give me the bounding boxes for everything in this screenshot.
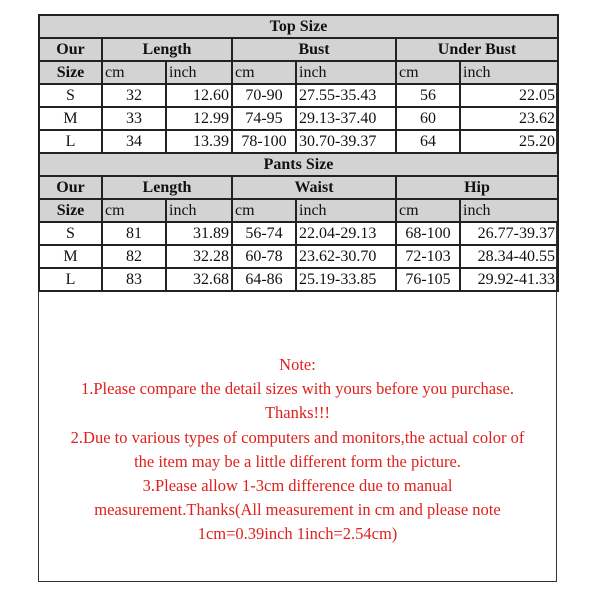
size-label: S	[39, 84, 102, 107]
unit-header: cm	[102, 61, 166, 84]
unit-header: cm	[396, 199, 460, 222]
size-value: 32.28	[166, 245, 232, 268]
size-value: 60-78	[232, 245, 296, 268]
table-row	[39, 268, 558, 291]
unit-header: cm	[102, 199, 166, 222]
note-line: Note:	[279, 355, 316, 374]
our-size-header: Our	[39, 38, 102, 61]
size-value: 31.89	[166, 222, 232, 245]
size-value: 12.60	[166, 84, 232, 107]
size-value: 23.62-30.70	[296, 245, 396, 268]
our-size-header: Size	[39, 199, 102, 222]
size-value: 13.39	[166, 130, 232, 153]
our-size-header: Our	[39, 176, 102, 199]
size-value: 78-100	[232, 130, 296, 153]
group-header: Length	[102, 176, 232, 199]
size-value: 28.34-40.55	[460, 245, 558, 268]
table-row	[39, 245, 558, 268]
note-line: Thanks!!!	[264, 403, 331, 423]
group-header: Hip	[396, 176, 558, 199]
group-header: Length	[102, 38, 232, 61]
unit-header: inch	[296, 61, 396, 84]
size-value: 64-86	[232, 268, 296, 291]
size-value: 56	[396, 84, 460, 107]
size-value: 68-100	[396, 222, 460, 245]
size-value: 74-95	[232, 107, 296, 130]
size-label: M	[39, 245, 102, 268]
size-value: 60	[396, 107, 460, 130]
size-label: L	[39, 268, 102, 291]
size-value: 76-105	[396, 268, 460, 291]
size-value: 22.05	[460, 84, 558, 107]
size-label: S	[39, 222, 102, 245]
note-line: measurement.Thanks(All measurement in cm and please note	[94, 500, 501, 520]
size-value: 33	[102, 107, 166, 130]
size-label: L	[39, 130, 102, 153]
unit-header: inch	[460, 61, 558, 84]
size-value: 29.13-37.40	[296, 107, 396, 130]
unit-header: cm	[396, 61, 460, 84]
table-row	[39, 222, 558, 245]
size-value: 83	[102, 268, 166, 291]
size-value: 25.19-33.85	[296, 268, 396, 291]
our-size-header: Size	[39, 61, 102, 84]
table-row	[39, 130, 558, 153]
size-value: 56-74	[232, 222, 296, 245]
size-value: 72-103	[396, 245, 460, 268]
size-label: M	[39, 107, 102, 130]
size-value: 27.55-35.43	[296, 84, 396, 107]
size-value: 32	[102, 84, 166, 107]
table-row	[39, 84, 558, 107]
note-line: 1.Please compare the detail sizes with yours before you purchase.	[81, 379, 514, 399]
group-header: Bust	[232, 38, 396, 61]
size-value: 32.68	[166, 268, 232, 291]
size-value: 22.04-29.13	[296, 222, 396, 245]
size-chart	[38, 14, 557, 582]
note-text	[39, 353, 556, 547]
note-line: 3.Please allow 1-3cm difference due to manual	[142, 476, 453, 496]
note-line: the item may be a little different form the picture.	[134, 451, 461, 471]
unit-header: inch	[460, 199, 558, 222]
unit-header: inch	[296, 199, 396, 222]
size-value: 29.92-41.33	[460, 268, 558, 291]
size-value: 12.99	[166, 107, 232, 130]
size-table	[38, 14, 559, 292]
group-header: Waist	[232, 176, 396, 199]
unit-header: cm	[232, 199, 296, 222]
size-value: 64	[396, 130, 460, 153]
size-value: 70-90	[232, 84, 296, 107]
top-section-title: Top Size	[39, 15, 558, 38]
note-line: 2.Due to various types of computers and monitors,the actual color of	[70, 427, 525, 447]
size-value: 30.70-39.37	[296, 130, 396, 153]
group-header: Under Bust	[396, 38, 558, 61]
unit-header: inch	[166, 199, 232, 222]
table-row	[39, 107, 558, 130]
size-value: 25.20	[460, 130, 558, 153]
size-value: 23.62	[460, 107, 558, 130]
pants-section-title: Pants Size	[39, 153, 558, 176]
size-value: 34	[102, 130, 166, 153]
size-value: 26.77-39.37	[460, 222, 558, 245]
unit-header: inch	[166, 61, 232, 84]
size-value: 82	[102, 245, 166, 268]
size-value: 81	[102, 222, 166, 245]
note-line: 1cm=0.39inch 1inch=2.54cm)	[197, 524, 398, 544]
unit-header: cm	[232, 61, 296, 84]
